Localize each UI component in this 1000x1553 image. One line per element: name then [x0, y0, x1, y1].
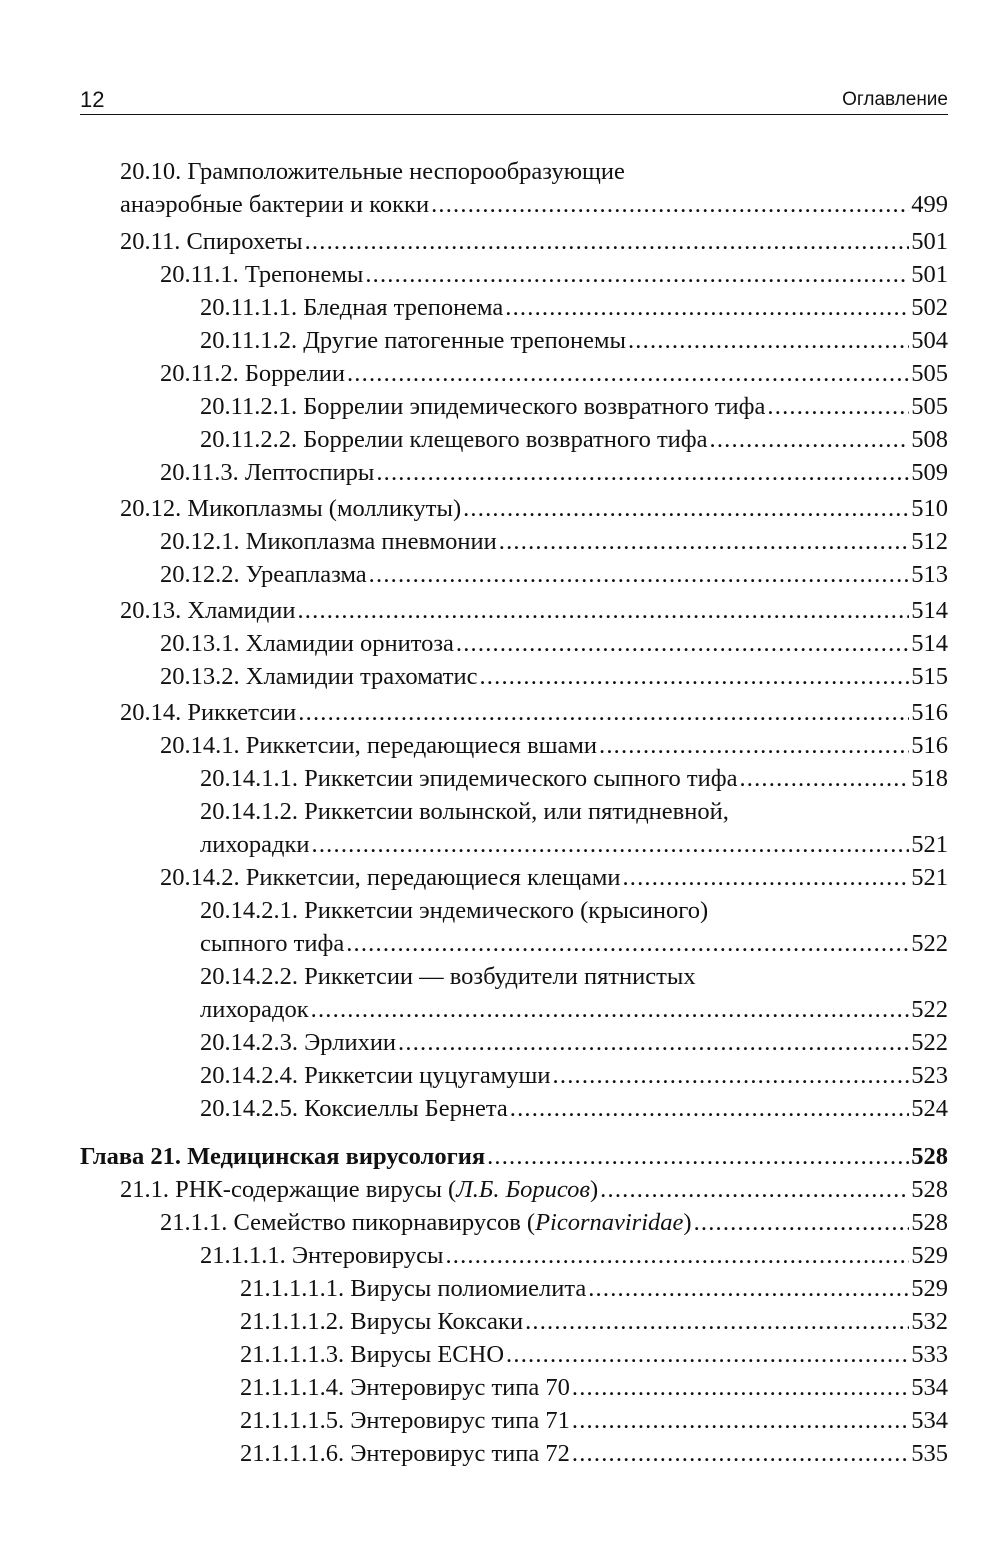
toc-entry — [160, 456, 948, 489]
toc-entry-page: 504 — [911, 327, 948, 354]
toc-entry — [200, 324, 948, 357]
header-rule — [80, 114, 948, 115]
toc-entry-title: лихорадки — [200, 831, 310, 858]
toc-entry-page: 533 — [911, 1341, 948, 1368]
toc-entry-page: 510 — [911, 495, 948, 522]
toc-entry — [160, 660, 948, 693]
toc-entry-title: 20.14.2.5. Коксиеллы Бернета — [200, 1095, 508, 1122]
toc-entry-line: 20.14.1.2. Риккетсии волынской, или пятидневной, — [200, 798, 729, 825]
toc-entry-page: 529 — [911, 1275, 948, 1302]
toc-entry — [160, 861, 948, 894]
toc-entry — [120, 492, 948, 525]
title-text: 21.1.1. Семейство пикорнавирусов ( — [160, 1209, 536, 1236]
toc-entry-page: 514 — [911, 630, 948, 657]
leader-dots — [311, 993, 910, 1026]
toc-entry-title: сыпного тифа — [200, 930, 345, 957]
toc-entry-page: 499 — [911, 191, 948, 218]
toc-entry-title: 20.12. Микоплазмы (молликуты) — [120, 495, 462, 522]
leader-dots — [572, 1371, 909, 1404]
leader-dots — [622, 861, 909, 894]
toc-entry — [240, 1272, 948, 1305]
title-text: 21.1. РНК-содержащие вирусы ( — [120, 1176, 457, 1203]
toc-entry-page: 532 — [911, 1308, 948, 1335]
toc-entry-page: 534 — [911, 1407, 948, 1434]
toc-entry-page: 513 — [911, 561, 948, 588]
leader-dots — [572, 1404, 909, 1437]
leader-dots — [298, 696, 909, 729]
running-title: Оглавление — [842, 89, 948, 110]
leader-dots — [599, 729, 909, 762]
leader-dots — [767, 390, 909, 423]
toc-entry-title: 21.1.1.1.1. Вирусы полиомиелита — [240, 1275, 587, 1302]
toc-entry — [200, 1059, 948, 1092]
toc-entry-title: 20.11.1. Трепонемы — [160, 261, 364, 288]
toc-entry-page: 509 — [911, 459, 948, 486]
toc-entry — [240, 1404, 948, 1437]
toc-entry-title: анаэробные бактерии и кокки — [120, 191, 430, 218]
toc-entry-title: 21.1.1.1.5. Энтеровирус типа 71 — [240, 1407, 570, 1434]
leader-dots — [506, 1338, 909, 1371]
toc-entry-page: 502 — [911, 294, 948, 321]
leader-dots — [463, 492, 909, 525]
leader-dots — [346, 927, 909, 960]
toc-entry-page: 505 — [911, 360, 948, 387]
toc-entry-title: 21.1.1.1.4. Энтеровирус типа 70 — [240, 1374, 570, 1401]
toc-entry-page: 528 — [911, 1176, 948, 1203]
toc-entry — [120, 696, 948, 729]
toc-entry — [240, 1371, 948, 1404]
toc-entry-title: 20.11.2. Боррелии — [160, 360, 345, 387]
toc-entry-title: 20.11. Спирохеты — [120, 228, 303, 255]
toc-entry — [200, 291, 948, 324]
toc-entry — [200, 1239, 948, 1272]
leader-dots — [347, 357, 909, 390]
leader-dots — [710, 423, 910, 456]
toc-entry-title — [160, 1206, 692, 1239]
toc-entry-page: 522 — [911, 930, 948, 957]
toc-entry-page: 518 — [911, 765, 948, 792]
toc-entry-page: 514 — [911, 597, 948, 624]
toc-entry-page: 522 — [911, 1029, 948, 1056]
toc-entry-page: 515 — [911, 663, 948, 690]
toc-entry — [120, 594, 948, 627]
toc-entry — [240, 1437, 948, 1470]
toc-entry-title: 20.12.1. Микоплазма пневмонии — [160, 528, 497, 555]
leader-dots — [312, 828, 910, 861]
toc-entry-page: 528 — [911, 1209, 948, 1236]
toc-entry-title: 20.13.1. Хламидии орнитоза — [160, 630, 454, 657]
leader-dots — [431, 188, 909, 221]
leader-dots — [510, 1092, 910, 1125]
toc-chapter-entry — [80, 1140, 948, 1173]
toc-entry-title: 20.11.2.1. Боррелии эпидемического возвратного тифа — [200, 393, 766, 420]
toc-entry-page: 516 — [911, 699, 948, 726]
page-number: 12 — [80, 87, 105, 112]
toc-entry-title: 20.11.2.2. Боррелии клещевого возвратного тифа — [200, 426, 708, 453]
toc-entry-title: 20.14. Риккетсии — [120, 699, 297, 726]
toc-entry-title: 20.11.3. Лептоспиры — [160, 459, 375, 486]
leader-dots — [369, 558, 910, 591]
toc-entry — [200, 927, 948, 960]
toc-entry-title: 20.14.1. Риккетсии, передающиеся вшами — [160, 732, 597, 759]
toc-entry-page: 508 — [911, 426, 948, 453]
leader-dots — [553, 1059, 910, 1092]
toc-entry-line: 20.10. Грамположительные неспорообразующие — [120, 158, 625, 185]
toc-entry-page: 528 — [911, 1143, 948, 1170]
author-name: Л.Б. Борисов — [456, 1176, 590, 1203]
toc-chapter-title: Глава 21. Медицинская вирусология — [80, 1143, 486, 1170]
toc-entry-title: 20.14.2. Риккетсии, передающиеся клещами — [160, 864, 621, 891]
toc-entry-page: 534 — [911, 1374, 948, 1401]
leader-dots — [398, 1026, 909, 1059]
leader-dots — [694, 1206, 910, 1239]
toc-entry-page: 505 — [911, 393, 948, 420]
toc-entry-line: 20.14.2.1. Риккетсии эндемического (крысиного) — [200, 897, 709, 924]
latin-name: Picornaviridae — [535, 1209, 684, 1236]
toc-entry-title: лихорадок — [200, 996, 309, 1023]
toc-entry — [160, 357, 948, 390]
toc-entry-title: 20.14.2.3. Эрлихии — [200, 1029, 397, 1056]
toc-entry-page: 535 — [911, 1440, 948, 1467]
leader-dots — [739, 762, 909, 795]
toc-entry-title: 21.1.1.1.2. Вирусы Коксаки — [240, 1308, 524, 1335]
toc-entry-title — [120, 1173, 598, 1206]
leader-dots — [445, 1239, 909, 1272]
toc-entry-title: 21.1.1.1.3. Вирусы ЕСНО — [240, 1341, 505, 1368]
toc-entry-line: 20.14.2.2. Риккетсии — возбудители пятнистых — [200, 963, 696, 990]
toc-entry — [240, 1338, 948, 1371]
toc-entry-title: 20.13. Хламидии — [120, 597, 296, 624]
toc-entry-title: 20.13.2. Хламидии трахоматис — [160, 663, 478, 690]
toc-entry — [120, 188, 948, 221]
toc-entry-title: 20.11.1.2. Другие патогенные трепонемы — [200, 327, 626, 354]
toc-entry — [200, 390, 948, 423]
leader-dots — [572, 1437, 909, 1470]
toc-entry — [200, 1092, 948, 1125]
toc-entry-page: 516 — [911, 732, 948, 759]
toc-entry — [120, 1173, 948, 1206]
toc-entry — [160, 258, 948, 291]
toc-entry — [200, 423, 948, 456]
toc-entry-title: 20.12.2. Уреаплазма — [160, 561, 367, 588]
toc-entry-page: 523 — [911, 1062, 948, 1089]
leader-dots — [588, 1272, 909, 1305]
toc-entry-title: 20.14.2.4. Риккетсии цуцугамуши — [200, 1062, 551, 1089]
leader-dots — [499, 525, 909, 558]
toc-entry-page: 521 — [911, 864, 948, 891]
toc-entry-page: 524 — [911, 1095, 948, 1122]
page-header — [80, 86, 948, 114]
toc-entry — [160, 525, 948, 558]
toc-entry-page: 501 — [911, 261, 948, 288]
toc-entry — [200, 993, 948, 1026]
leader-dots — [376, 456, 909, 489]
toc-entry-title: 21.1.1.1. Энтеровирусы — [200, 1242, 444, 1269]
toc-entry — [200, 1026, 948, 1059]
leader-dots — [505, 291, 909, 324]
leader-dots — [365, 258, 909, 291]
leader-dots — [600, 1173, 909, 1206]
leader-dots — [487, 1140, 909, 1173]
leader-dots — [628, 324, 909, 357]
toc-entry-page: 529 — [911, 1242, 948, 1269]
toc-entry-page: 501 — [911, 228, 948, 255]
leader-dots — [297, 594, 909, 627]
toc-entry-page: 512 — [911, 528, 948, 555]
toc-entry-title: 20.14.1.1. Риккетсии эпидемического сыпного тифа — [200, 765, 738, 792]
toc-entry — [200, 828, 948, 861]
title-text: ) — [590, 1176, 599, 1203]
leader-dots — [456, 627, 909, 660]
leader-dots — [525, 1305, 909, 1338]
toc-entry-title: 20.11.1.1. Бледная трепонема — [200, 294, 504, 321]
toc-entry — [160, 558, 948, 591]
toc-entry-page: 522 — [911, 996, 948, 1023]
toc-entry — [160, 729, 948, 762]
toc-entry-title: 21.1.1.1.6. Энтеровирус типа 72 — [240, 1440, 570, 1467]
toc-entry — [120, 225, 948, 258]
toc-entry — [200, 762, 948, 795]
toc-entry — [160, 627, 948, 660]
toc-entry — [240, 1305, 948, 1338]
toc-entry — [160, 1206, 948, 1239]
leader-dots — [305, 225, 910, 258]
toc-entry-page: 521 — [911, 831, 948, 858]
leader-dots — [479, 660, 909, 693]
title-text: ) — [683, 1209, 692, 1236]
